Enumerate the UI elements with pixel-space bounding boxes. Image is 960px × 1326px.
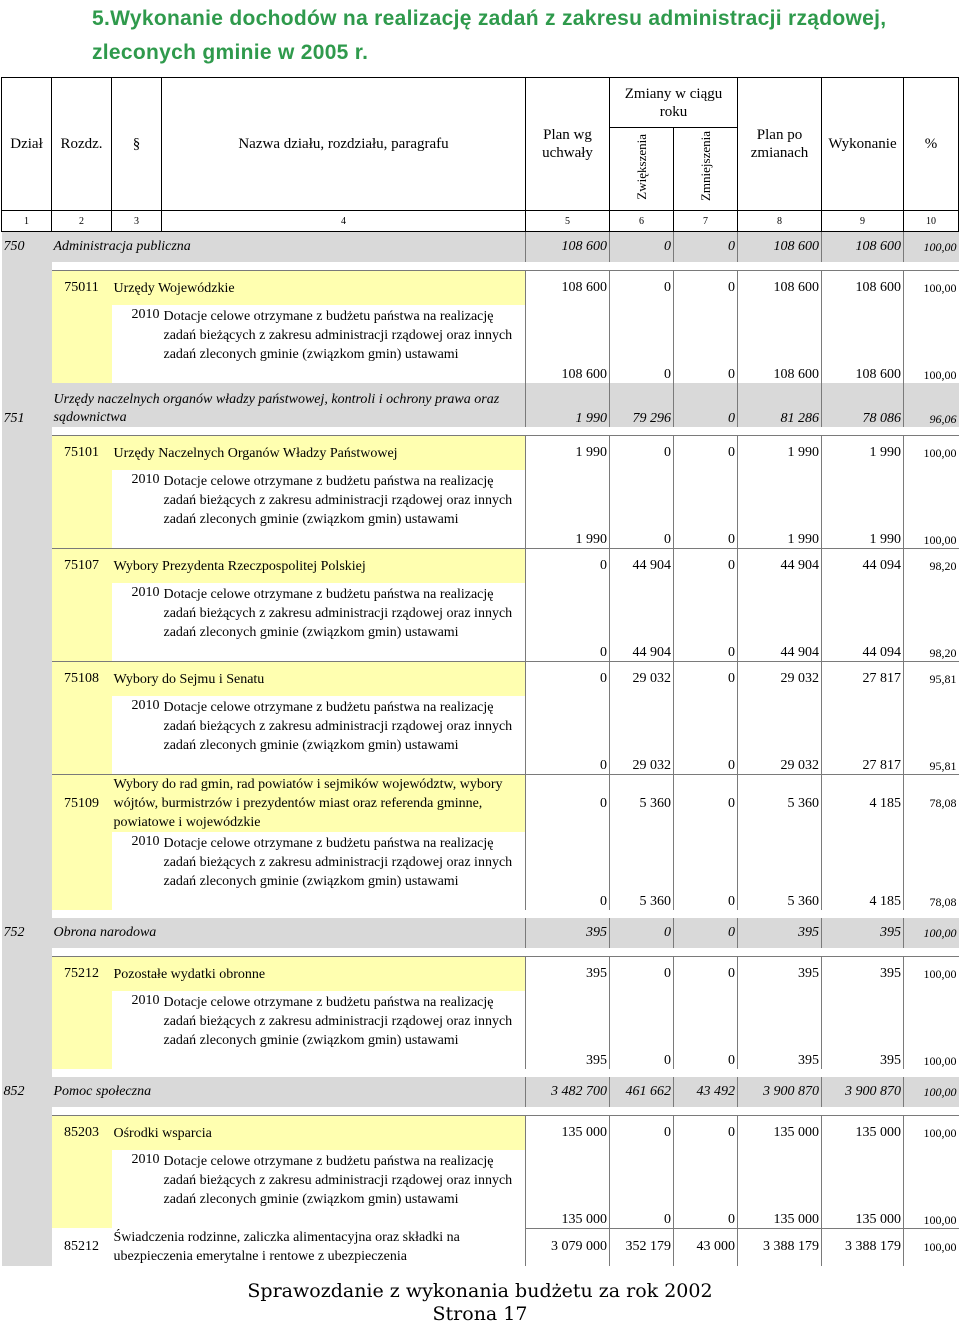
rozdzial-code: 75109: [52, 775, 112, 833]
header-zwiekszenia: [610, 128, 674, 211]
amount-percent: 100,00: [904, 1150, 959, 1228]
header-procent: %: [904, 78, 959, 211]
header-paragraf: §: [112, 78, 162, 211]
column-number: 7: [674, 211, 738, 232]
header-dzial: Dział: [2, 78, 52, 211]
column-number: 6: [610, 211, 674, 232]
amount-wyk: 108 600: [822, 271, 904, 306]
footer-page-number: Strona 17: [432, 1303, 528, 1325]
dzial-code-empty: [2, 832, 52, 910]
amount-zw: 0: [610, 1150, 674, 1228]
amount-plan: 0: [526, 696, 610, 775]
amount-percent: 100,00: [904, 436, 959, 471]
amount-zw: 5 360: [610, 832, 674, 910]
rozdzial-code: 75108: [52, 662, 112, 697]
rozdzial-name: Urzędy Naczelnych Organów Władzy Państwowej: [112, 436, 526, 471]
rozdzial-name: Pozostałe wydatki obronne: [112, 957, 526, 992]
amount-percent: 98,20: [904, 583, 959, 662]
dzial-code-empty: [2, 1228, 52, 1266]
spacer-cell: [52, 1069, 959, 1077]
amount-po: 29 032: [738, 696, 822, 775]
amount-plan: 0: [526, 775, 610, 833]
spacer-cell: [2, 1069, 52, 1077]
amount-zm: 0: [674, 957, 738, 992]
amount-zm: 0: [674, 832, 738, 910]
spacer-row: [2, 910, 959, 918]
amount-percent: 78,08: [904, 832, 959, 910]
spacer-cell: [52, 1107, 959, 1116]
amount-wyk: 4 185: [822, 775, 904, 833]
amount-zm: 0: [674, 470, 738, 549]
amount-plan: 1 990: [526, 470, 610, 549]
amount-zw: 0: [610, 1116, 674, 1151]
paragraf-row: [2, 305, 959, 383]
rozdzial-code-empty: [52, 305, 112, 383]
rozdzial-name: Wybory Prezydenta Rzeczpospolitej Polskiej: [112, 549, 526, 584]
amount-zm: 0: [674, 549, 738, 584]
amount-plan: 3 482 700: [526, 1077, 610, 1107]
amount-zw: 0: [610, 918, 674, 948]
amount-wyk: 3 900 870: [822, 1077, 904, 1107]
column-number: 10: [904, 211, 959, 232]
amount-percent: 100,00: [904, 957, 959, 992]
amount-wyk: 27 817: [822, 696, 904, 775]
spacer-cell: [2, 427, 52, 436]
amount-percent: 100,00: [904, 991, 959, 1069]
spacer-row: [2, 1107, 959, 1116]
rozdzial-code: 75212: [52, 957, 112, 992]
column-number: 3: [112, 211, 162, 232]
amount-po: 108 600: [738, 232, 822, 263]
dzial-row: [2, 383, 959, 427]
rozdzial-code: 75101: [52, 436, 112, 471]
amount-wyk: 4 185: [822, 832, 904, 910]
paragraf-name: Dotacje celowe otrzymane z budżetu państwa na realizację zadań bieżących z zakresu administracji rządowej oraz innych zadań zleconych gminie (związkom gmin) ustawami: [163, 587, 513, 640]
rozdzial-row: [2, 549, 959, 584]
dzial-code-empty: [2, 662, 52, 697]
amount-po: 395: [738, 991, 822, 1069]
table-header: [2, 78, 959, 211]
amount-plan: 3 079 000: [526, 1228, 610, 1266]
amount-plan: 0: [526, 583, 610, 662]
column-number: 9: [822, 211, 904, 232]
budget-table: [1, 77, 959, 1266]
amount-plan: 1 990: [526, 383, 610, 427]
amount-wyk: 78 086: [822, 383, 904, 427]
amount-wyk: 44 094: [822, 583, 904, 662]
amount-po: 5 360: [738, 832, 822, 910]
amount-plan: 0: [526, 832, 610, 910]
amount-zw: 29 032: [610, 662, 674, 697]
amount-po: 44 904: [738, 583, 822, 662]
header-zmniejszenia-label: Zmniejszenia: [697, 131, 713, 202]
amount-percent: 100,00: [904, 470, 959, 549]
amount-plan: 108 600: [526, 232, 610, 263]
amount-percent: 95,81: [904, 662, 959, 697]
amount-po: 3 900 870: [738, 1077, 822, 1107]
rozdzial-code-empty: [52, 583, 112, 662]
amount-percent: 98,20: [904, 549, 959, 584]
rozdzial-row: [2, 436, 959, 471]
paragraf-name: Dotacje celowe otrzymane z budżetu państwa na realizację zadań bieżących z zakresu administracji rządowej oraz innych zadań zleconych gminie (związkom gmin) ustawami: [163, 1154, 513, 1207]
dzial-code-empty: [2, 1116, 52, 1151]
dzial-code: 852: [2, 1077, 52, 1107]
rozdzial-code-empty: [52, 1150, 112, 1228]
header-plan-wg-uchwaly: Plan wg uchwały: [526, 78, 610, 211]
amount-po: 29 032: [738, 662, 822, 697]
header-rozdzial: Rozdz.: [52, 78, 112, 211]
amount-percent: 100,00: [904, 271, 959, 306]
amount-po: 1 990: [738, 470, 822, 549]
amount-zw: 0: [610, 470, 674, 549]
dzial-code-empty: [2, 583, 52, 662]
rozdzial-code: 75011: [52, 271, 112, 306]
dzial-name: Obrona narodowa: [52, 918, 526, 948]
amount-zm: 0: [674, 696, 738, 775]
amount-zw: 0: [610, 957, 674, 992]
amount-zw: 0: [610, 305, 674, 383]
paragraf-name: Dotacje celowe otrzymane z budżetu państwa na realizację zadań bieżących z zakresu administracji rządowej oraz innych zadań zleconych gminie (związkom gmin) ustawami: [163, 309, 513, 362]
amount-zw: 79 296: [610, 383, 674, 427]
amount-zm: 0: [674, 583, 738, 662]
column-number: 1: [2, 211, 52, 232]
amount-plan: 0: [526, 549, 610, 584]
rozdzial-code: 85203: [52, 1116, 112, 1151]
rozdzial-row: [2, 271, 959, 306]
amount-wyk: 135 000: [822, 1116, 904, 1151]
dzial-code: 752: [2, 918, 52, 948]
amount-zw: 352 179: [610, 1228, 674, 1266]
paragraf-row: [2, 583, 959, 662]
amount-po: 108 600: [738, 271, 822, 306]
rozdzial-code: 85212: [64, 1239, 99, 1254]
rozdzial-row: [2, 1116, 959, 1151]
paragraf-code: 2010: [131, 993, 160, 1008]
page-title: 5.Wykonanie dochodów na realizację zadań z zakresu administracji rządowej, zleconych gminie w 2005 r.: [92, 7, 887, 64]
amount-po: 81 286: [738, 383, 822, 427]
amount-wyk: 395: [822, 991, 904, 1069]
paragraf-row: [2, 470, 959, 549]
dzial-row: [2, 1077, 959, 1107]
rozdzial-code: 75107: [52, 549, 112, 584]
header-wykonanie: Wykonanie: [822, 78, 904, 211]
amount-zw: 0: [610, 991, 674, 1069]
amount-wyk: 1 990: [822, 470, 904, 549]
amount-percent: 96,06: [904, 383, 959, 427]
column-numbers-row: [2, 211, 959, 232]
dzial-code-empty: [2, 1150, 52, 1228]
amount-percent: 100,00: [904, 232, 959, 263]
rozdzial-code-empty: [52, 696, 112, 775]
paragraf-name: Dotacje celowe otrzymane z budżetu państwa na realizację zadań bieżących z zakresu administracji rządowej oraz innych zadań zleconych gminie (związkom gmin) ustawami: [163, 700, 513, 753]
amount-wyk: 3 388 179: [822, 1228, 904, 1266]
amount-wyk: 108 600: [822, 232, 904, 263]
dzial-row: [2, 918, 959, 948]
rozdzial-code-empty: [52, 470, 112, 549]
dzial-code-empty: [2, 775, 52, 833]
amount-zw: 461 662: [610, 1077, 674, 1107]
rozdzial-name: Świadczenia rodzinne, zaliczka alimentacyjna oraz składki na ubezpieczenia emerytalne i rentowe z ubezpieczenia: [113, 1230, 460, 1264]
paragraf-name: Dotacje celowe otrzymane z budżetu państwa na realizację zadań bieżących z zakresu administracji rządowej oraz innych zadań zleconych gminie (związkom gmin) ustawami: [163, 995, 513, 1048]
amount-plan: 395: [526, 991, 610, 1069]
rozdzial-row: [2, 775, 959, 833]
paragraf-code: 2010: [131, 585, 160, 600]
rozdzial-code-empty: [52, 832, 112, 910]
amount-zm: 0: [674, 271, 738, 306]
rozdzial-code-empty: [52, 991, 112, 1069]
amount-wyk: 1 990: [822, 436, 904, 471]
paragraf-row: [2, 991, 959, 1069]
amount-plan: 1 990: [526, 436, 610, 471]
amount-wyk: 108 600: [822, 305, 904, 383]
amount-zm: 0: [674, 436, 738, 471]
amount-po: 3 388 179: [738, 1228, 822, 1266]
amount-zw: 0: [610, 232, 674, 263]
amount-wyk: 27 817: [822, 662, 904, 697]
paragraf-code: 2010: [131, 1152, 160, 1167]
amount-percent: 100,00: [904, 1077, 959, 1107]
spacer-cell: [52, 910, 959, 918]
spacer-cell: [2, 262, 52, 271]
amount-po: 5 360: [738, 775, 822, 833]
footer-report-title: Sprawozdanie z wykonania budżetu za rok 2002: [247, 1280, 713, 1302]
paragraf-code: 2010: [131, 698, 160, 713]
rozdzial-row: [2, 1228, 959, 1266]
dzial-name: Administracja publiczna: [52, 232, 526, 263]
dzial-code-empty: [2, 436, 52, 471]
amount-percent: 100,00: [904, 1116, 959, 1151]
paragraf-name: Dotacje celowe otrzymane z budżetu państwa na realizację zadań bieżących z zakresu administracji rządowej oraz innych zadań zleconych gminie (związkom gmin) ustawami: [163, 474, 513, 527]
amount-plan: 395: [526, 957, 610, 992]
dzial-code-empty: [2, 271, 52, 306]
dzial-code: 750: [2, 232, 52, 263]
amount-zm: 0: [674, 1116, 738, 1151]
amount-percent: 100,00: [904, 305, 959, 383]
amount-plan: 108 600: [526, 305, 610, 383]
spacer-cell: [2, 948, 52, 957]
spacer-cell: [2, 1107, 52, 1116]
spacer-row: [2, 262, 959, 271]
column-number: 4: [162, 211, 526, 232]
paragraf-code: 2010: [131, 834, 160, 849]
spacer-cell: [52, 427, 959, 436]
header-zmiany: Zmiany w ciągu roku: [610, 78, 738, 128]
paragraf-name: Dotacje celowe otrzymane z budżetu państwa na realizację zadań bieżących z zakresu administracji rządowej oraz innych zadań zleconych gminie (związkom gmin) ustawami: [163, 836, 513, 889]
paragraf-row: [2, 832, 959, 910]
paragraf-row: [2, 696, 959, 775]
amount-po: 135 000: [738, 1150, 822, 1228]
dzial-code-empty: [2, 991, 52, 1069]
amount-plan: 135 000: [526, 1116, 610, 1151]
amount-percent: 100,00: [904, 1228, 959, 1266]
paragraf-row: [2, 1150, 959, 1228]
amount-po: 135 000: [738, 1116, 822, 1151]
column-number: 2: [52, 211, 112, 232]
header-zwiekszenia-label: Zwiększenia: [633, 133, 649, 200]
amount-plan: 395: [526, 918, 610, 948]
rozdzial-name: Ośrodki wsparcia: [112, 1116, 526, 1151]
amount-po: 44 904: [738, 549, 822, 584]
amount-plan: 135 000: [526, 1150, 610, 1228]
column-number: 5: [526, 211, 610, 232]
amount-wyk: 135 000: [822, 1150, 904, 1228]
header-nazwa: Nazwa działu, rozdziału, paragrafu: [162, 78, 526, 211]
amount-zm: 43 492: [674, 1077, 738, 1107]
spacer-row: [2, 1069, 959, 1077]
amount-plan: 108 600: [526, 271, 610, 306]
amount-zw: 0: [610, 271, 674, 306]
paragraf-code: 2010: [131, 472, 160, 487]
amount-wyk: 395: [822, 957, 904, 992]
amount-zm: 43 000: [674, 1228, 738, 1266]
dzial-name: Urzędy naczelnych organów władzy państwowej, kontroli i ochrony prawa oraz sądownictwa: [52, 383, 526, 427]
amount-zm: 0: [674, 232, 738, 263]
rozdzial-name: Wybory do Sejmu i Senatu: [112, 662, 526, 697]
header-plan-po-zmianach: Plan po zmianach: [738, 78, 822, 211]
dzial-row: [2, 232, 959, 263]
spacer-cell: [52, 948, 959, 957]
amount-po: 108 600: [738, 305, 822, 383]
rozdzial-row: [2, 662, 959, 697]
dzial-code-empty: [2, 470, 52, 549]
amount-zm: 0: [674, 383, 738, 427]
rozdzial-row: [2, 957, 959, 992]
amount-zw: 0: [610, 436, 674, 471]
dzial-code-empty: [2, 549, 52, 584]
dzial-code-empty: [2, 305, 52, 383]
spacer-cell: [52, 262, 959, 271]
amount-wyk: 44 094: [822, 549, 904, 584]
amount-zm: 0: [674, 991, 738, 1069]
header-zmniejszenia: [674, 128, 738, 211]
amount-zw: 5 360: [610, 775, 674, 833]
amount-po: 1 990: [738, 436, 822, 471]
amount-wyk: 395: [822, 918, 904, 948]
column-number: 8: [738, 211, 822, 232]
rozdzial-name: Wybory do rad gmin, rad powiatów i sejmików województw, wybory wójtów, burmistrzów i prezydentów miast oraz referenda gminne, powiatowe i wojewódzkie: [112, 775, 526, 833]
amount-zw: 44 904: [610, 549, 674, 584]
amount-plan: 0: [526, 662, 610, 697]
amount-percent: 100,00: [904, 918, 959, 948]
amount-zm: 0: [674, 305, 738, 383]
amount-zm: 0: [674, 662, 738, 697]
spacer-row: [2, 427, 959, 436]
spacer-cell: [2, 910, 52, 918]
dzial-name: Pomoc społeczna: [52, 1077, 526, 1107]
rozdzial-name: Urzędy Wojewódzkie: [112, 271, 526, 306]
amount-zw: 29 032: [610, 696, 674, 775]
amount-zm: 0: [674, 918, 738, 948]
amount-po: 395: [738, 918, 822, 948]
amount-percent: 78,08: [904, 775, 959, 833]
dzial-code-empty: [2, 696, 52, 775]
amount-zm: 0: [674, 775, 738, 833]
dzial-code: 751: [2, 383, 52, 427]
amount-zm: 0: [674, 1150, 738, 1228]
paragraf-code: 2010: [131, 307, 160, 322]
dzial-code-empty: [2, 957, 52, 992]
amount-po: 395: [738, 957, 822, 992]
amount-percent: 95,81: [904, 696, 959, 775]
table-body: [2, 211, 959, 1267]
spacer-row: [2, 948, 959, 957]
amount-zw: 44 904: [610, 583, 674, 662]
